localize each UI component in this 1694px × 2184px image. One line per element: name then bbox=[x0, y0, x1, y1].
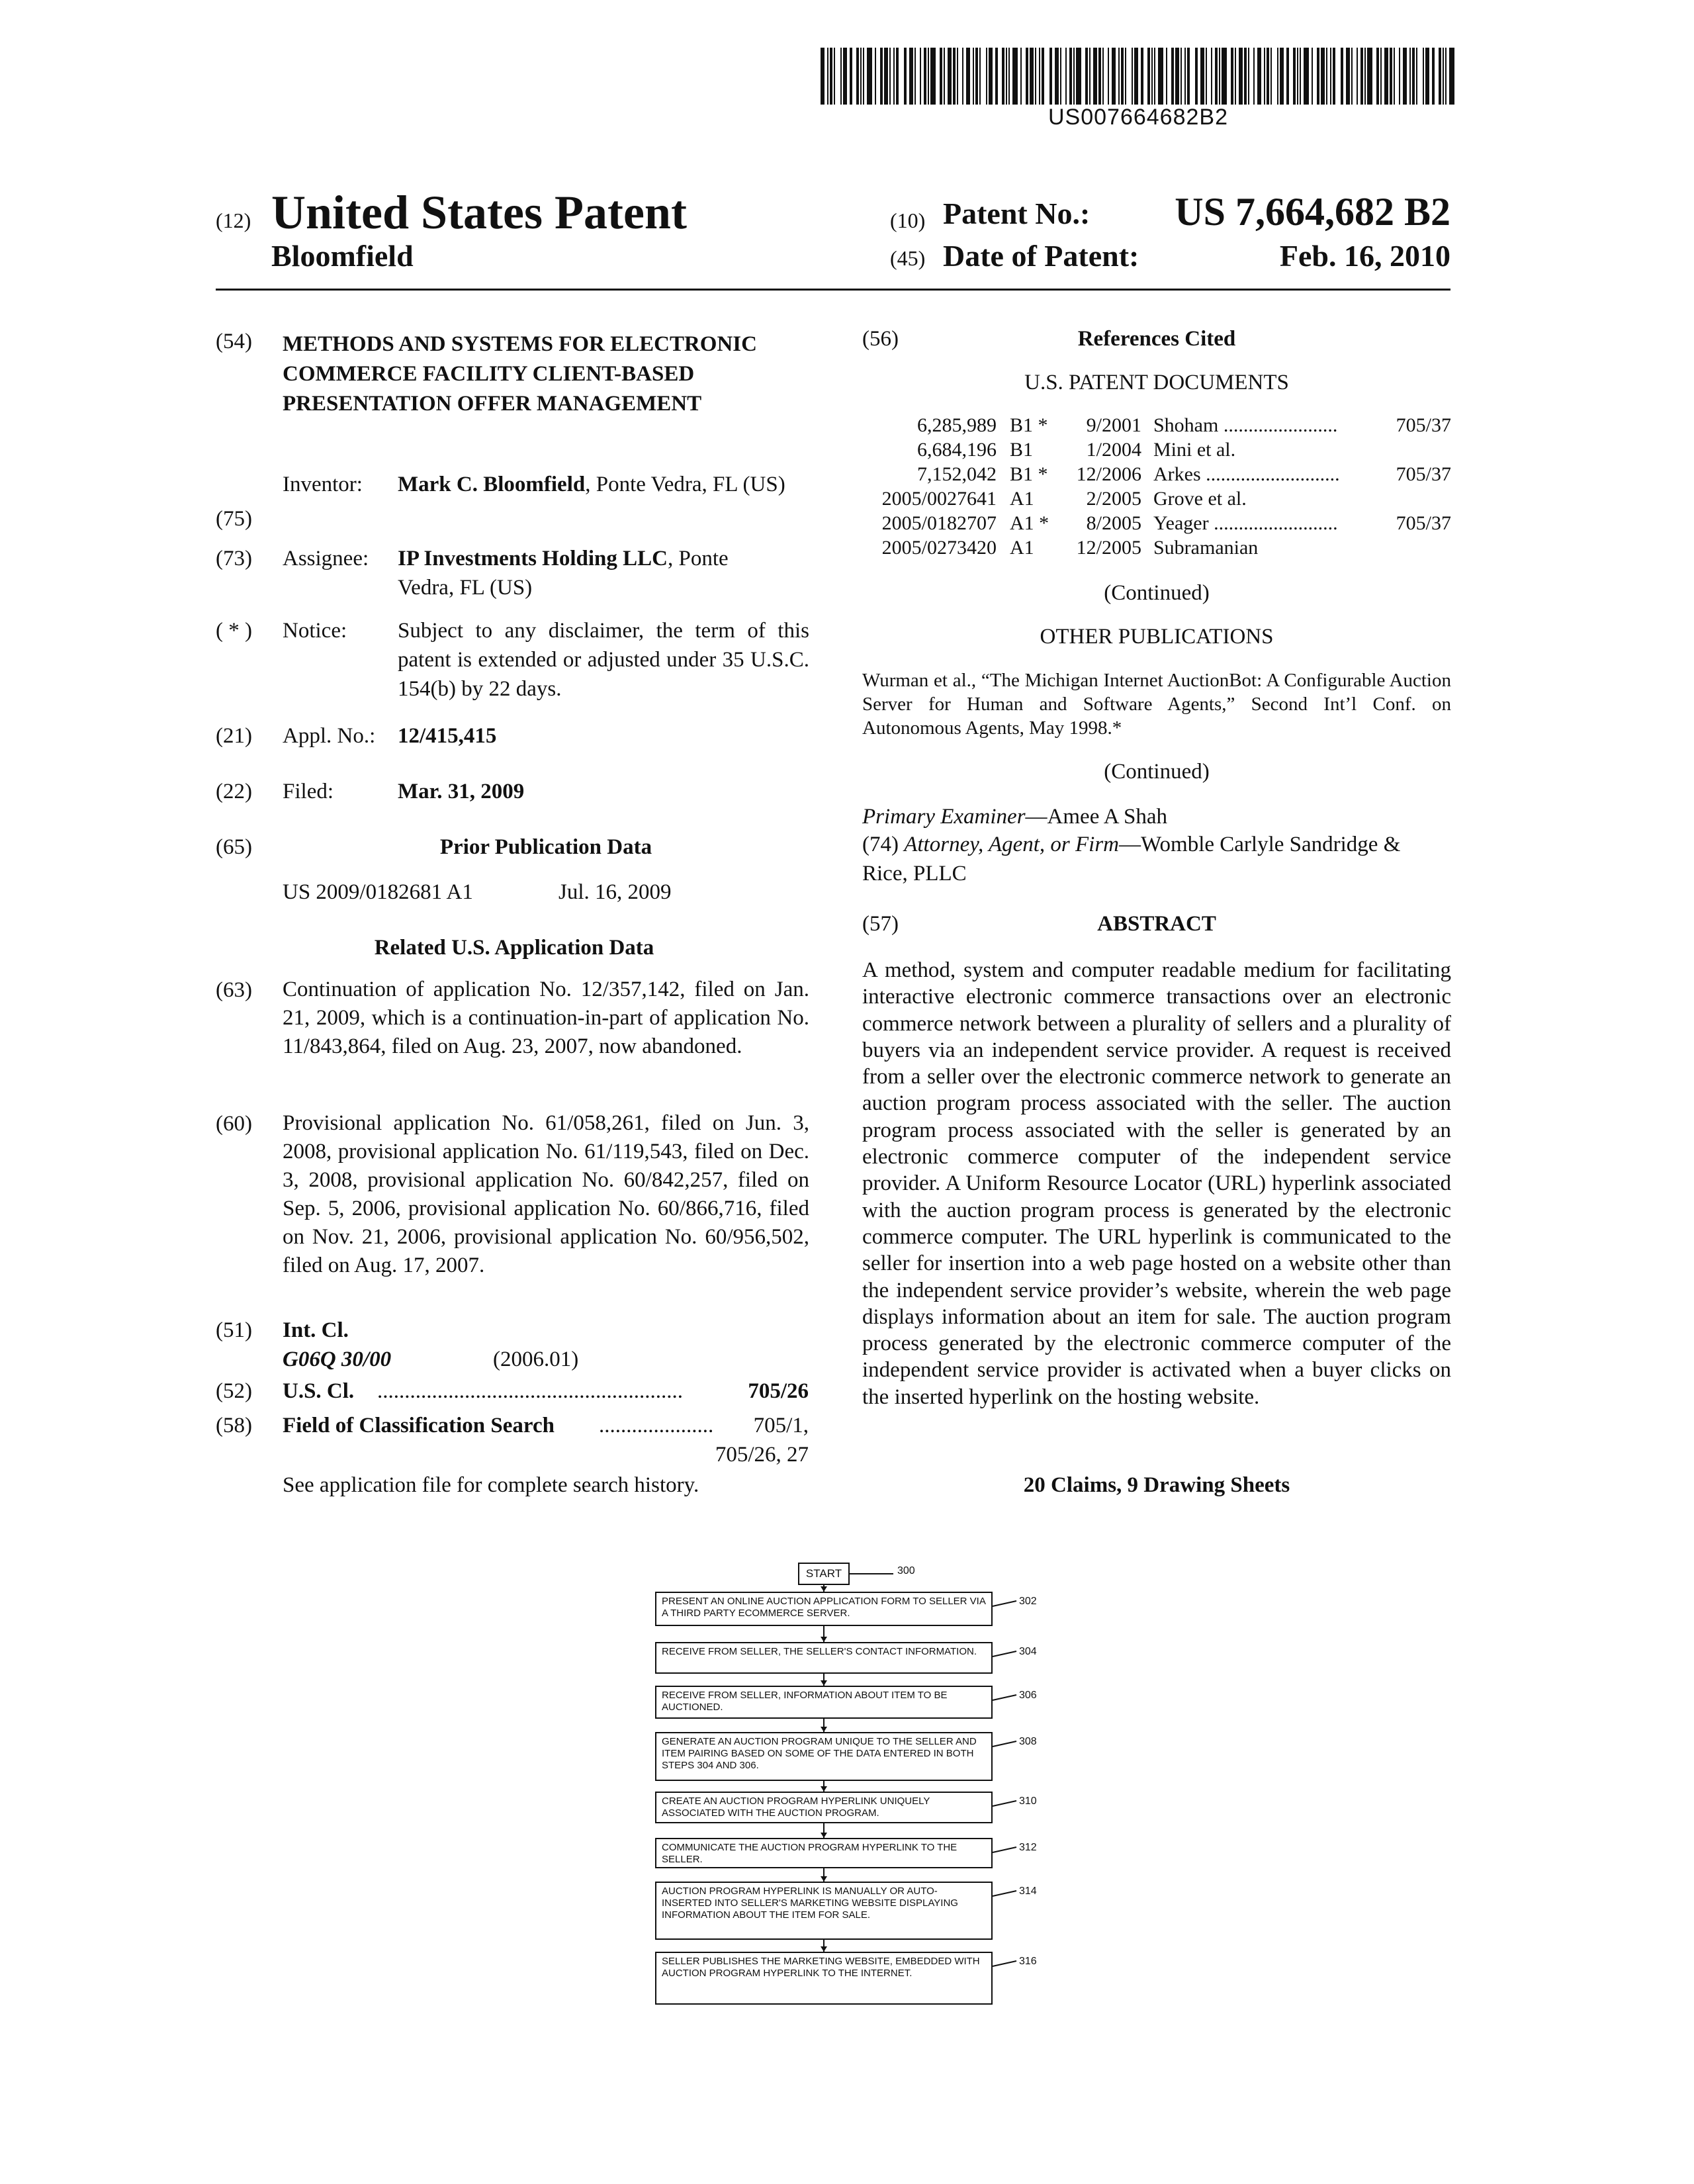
ref-number: 2005/0027641 bbox=[881, 488, 997, 510]
barcode-bar bbox=[1042, 48, 1044, 105]
barcode-bar bbox=[1121, 48, 1124, 105]
ref-name bbox=[1153, 511, 1338, 535]
flowchart-step-ref: 314 bbox=[1019, 1886, 1037, 1897]
prior-pub-date: Jul. 16, 2009 bbox=[558, 880, 672, 904]
search-history-note: See application file for complete search history. bbox=[283, 1473, 699, 1497]
us-cl-label: U.S. Cl. bbox=[283, 1379, 355, 1403]
barcode-bar bbox=[1184, 48, 1186, 105]
barcode-bar bbox=[1154, 48, 1155, 105]
references-table bbox=[862, 413, 1451, 565]
appl-code: (21) bbox=[216, 724, 252, 748]
barcode-bar bbox=[1112, 48, 1116, 105]
flowchart-ref-leader bbox=[993, 1601, 1016, 1606]
barcode-bar bbox=[867, 48, 872, 105]
barcode-bar bbox=[1020, 48, 1022, 105]
barcode-bar bbox=[1215, 48, 1218, 105]
flowchart-arrowhead bbox=[821, 1586, 827, 1592]
flowchart-arrowhead bbox=[821, 1876, 827, 1882]
barcode-bar bbox=[1181, 48, 1182, 105]
flowchart-arrowhead bbox=[821, 1680, 827, 1686]
barcode-bar bbox=[1384, 48, 1388, 105]
us-cl-leader: ........................................................ bbox=[377, 1379, 683, 1403]
attorney-code: (74) bbox=[862, 833, 899, 856]
flowchart-arrowhead bbox=[821, 1637, 827, 1642]
barcode-bar bbox=[1409, 48, 1411, 105]
barcode-bar bbox=[1231, 48, 1233, 105]
ref-leader: ....................... bbox=[1218, 414, 1338, 436]
abstract-heading: ABSTRACT bbox=[1097, 912, 1216, 936]
barcode-bar bbox=[995, 48, 998, 105]
ref-leader: ........................... bbox=[1200, 463, 1340, 485]
notice-code: ( * ) bbox=[216, 619, 252, 643]
barcode-bar bbox=[1134, 48, 1138, 105]
abstract-text: A method, system and computer readable medium for facilitating interactive electronic commerce transactions over an electronic commerce network between a plurality of sellers and a plurality of buyers via an independent service provider. A request is received from a seller over the electronic commerce network to generate an auction program process associated with the seller. The auction program process associated with the seller is generated by an electronic commerce computer of the independent service provider. A Uniform Resource Locator (URL) hyperlink associated with the auction program process is generated by the electronic commerce computer. The URL hyperlink is communicated to the seller for insertion into a web page hosted on a website other than the independent service provider’s website, wherein the web page displays information about an item for sale. The auction program process generated by the electronic commerce computer of the independent service provider is activated when a buyer clicks on the inserted hyperlink on the hosting website. bbox=[862, 958, 1451, 1409]
barcode-bar bbox=[1293, 48, 1296, 105]
ref-name bbox=[1153, 535, 1258, 560]
ref-kind: B1 * bbox=[1010, 414, 1048, 436]
barcode-bar bbox=[830, 48, 832, 105]
ref-name-text: Mini et al. bbox=[1153, 439, 1236, 461]
field-search-leader: ..................... bbox=[599, 1414, 714, 1437]
invention-title: METHODS AND SYSTEMS FOR ELECTRONIC COMMERCE FACILITY CLIENT-BASED PRESENTATION OFFER MANAGEMENT bbox=[283, 332, 757, 416]
flowchart-step: CREATE AN AUCTION PROGRAM HYPERLINK UNIQUELY ASSOCIATED WITH THE AUCTION PROGRAM. bbox=[655, 1792, 993, 1823]
references-heading: References Cited bbox=[1077, 327, 1236, 351]
flowchart bbox=[635, 1552, 1098, 2048]
us-cl-value: 705/26 bbox=[748, 1379, 809, 1403]
patent-no-label: Patent No.: bbox=[943, 197, 1091, 230]
barcode-bar bbox=[957, 48, 958, 105]
barcode-bar bbox=[1239, 48, 1243, 105]
patent-no-code: (10) bbox=[890, 208, 926, 232]
barcode-bar bbox=[1390, 48, 1392, 105]
barcode-bar bbox=[1035, 48, 1036, 105]
filed-label: Filed: bbox=[283, 780, 334, 803]
ref-number: 6,285,989 bbox=[917, 414, 997, 436]
assignee-code: (73) bbox=[216, 547, 252, 570]
ref-number: 7,152,042 bbox=[917, 463, 997, 485]
ref-date: 2/2005 bbox=[1086, 488, 1141, 510]
barcode-bar bbox=[1333, 48, 1335, 105]
claims-summary: 20 Claims, 9 Drawing Sheets bbox=[1023, 1473, 1290, 1497]
flowchart-ref-leader bbox=[993, 1695, 1016, 1700]
barcode-bar bbox=[953, 48, 956, 105]
flowchart-ref-leader bbox=[993, 1891, 1016, 1896]
barcode-bar bbox=[1432, 48, 1435, 105]
barcode-bar bbox=[989, 48, 993, 105]
barcode-bar bbox=[1443, 48, 1444, 105]
barcode-bar bbox=[966, 48, 970, 105]
int-cl-label: Int. Cl. bbox=[283, 1318, 349, 1342]
other-pubs-heading: OTHER PUBLICATIONS bbox=[1040, 625, 1274, 649]
barcode-bar bbox=[930, 48, 936, 105]
field-search-label: Field of Classification Search bbox=[283, 1414, 555, 1437]
header-doc-code: (12) bbox=[216, 208, 251, 232]
notice-text: Subject to any disclaimer, the term of this patent is extended or adjusted under 35 U.S.C. 154(b) by 22 days. bbox=[398, 619, 809, 701]
prior-pub-number: US 2009/0182681 A1 bbox=[283, 880, 473, 904]
us-docs-heading: U.S. PATENT DOCUMENTS bbox=[1024, 371, 1289, 394]
barcode-bar bbox=[850, 48, 852, 105]
barcode-bar bbox=[875, 48, 876, 105]
barcode bbox=[821, 48, 1456, 105]
ref-kind: B1 bbox=[1010, 439, 1034, 461]
barcode-bar bbox=[1069, 48, 1072, 105]
ref-name bbox=[1153, 437, 1235, 462]
barcode-bar bbox=[1166, 48, 1167, 105]
assignee-entry bbox=[398, 544, 788, 602]
header-inventor: Bloomfield bbox=[271, 239, 414, 273]
field-search-value-1: 705/1, bbox=[753, 1414, 809, 1437]
ref-number: 2005/0182707 bbox=[881, 512, 997, 534]
ref-class: 705/37 bbox=[1396, 512, 1451, 534]
provisional-text: Provisional application No. 61/058,261, filed on Jun. 3, 2008, provisional application No. 61/119,543, filed on Dec. 3, 2008, provisional application No. 60/842,257, filed on Sep. 5, 2006, provisional application No. 60/866,716, filed on Nov. 21, 2006, provisional application No. 60/956,502, filed on Aug. 17, 2007. bbox=[283, 1111, 809, 1277]
barcode-bar bbox=[1330, 48, 1331, 105]
attorney-name: —Womble Carlyle Sandridge & Rice, PLLC bbox=[862, 833, 1401, 886]
barcode-bar bbox=[909, 48, 913, 105]
ref-name-text: Grove et al. bbox=[1153, 488, 1247, 510]
date-label: Date of Patent: bbox=[943, 239, 1139, 273]
barcode-bar bbox=[1089, 48, 1091, 105]
barcode-bar bbox=[1346, 48, 1350, 105]
barcode-bar bbox=[1367, 48, 1372, 105]
filed-date: Mar. 31, 2009 bbox=[398, 780, 525, 803]
barcode-bar bbox=[1253, 48, 1255, 105]
ref-date: 12/2006 bbox=[1076, 463, 1141, 485]
barcode-bar bbox=[1171, 48, 1174, 105]
barcode-bar bbox=[973, 48, 974, 105]
barcode-bar bbox=[1412, 48, 1415, 105]
ref-name-text: Shoham bbox=[1153, 414, 1219, 436]
barcode-bar bbox=[860, 48, 862, 105]
filed-code: (22) bbox=[216, 780, 252, 803]
patent-date: Feb. 16, 2010 bbox=[1279, 239, 1450, 273]
barcode-bar bbox=[1065, 48, 1067, 105]
barcode-bar bbox=[1364, 48, 1366, 105]
assignee-location: , Ponte Vedra, FL (US) bbox=[398, 547, 729, 600]
barcode-bar bbox=[1360, 48, 1363, 105]
title-code: (54) bbox=[216, 330, 252, 353]
barcode-bar bbox=[979, 48, 981, 105]
barcode-bar bbox=[1380, 48, 1382, 105]
examiner-label: Primary Examiner bbox=[862, 805, 1026, 829]
barcode-bar bbox=[1187, 48, 1190, 105]
refs-code: (56) bbox=[862, 327, 899, 351]
flowchart-arrowhead bbox=[821, 1727, 827, 1732]
ref-class: 705/37 bbox=[1396, 414, 1451, 436]
flowchart-step: COMMUNICATE THE AUCTION PROGRAM HYPERLINK TO THE SELLER. bbox=[655, 1838, 993, 1868]
barcode-bar bbox=[986, 48, 987, 105]
barcode-bar bbox=[914, 48, 916, 105]
barcode-bar bbox=[1326, 48, 1327, 105]
barcode-bar bbox=[1222, 48, 1227, 105]
barcode-bar bbox=[1376, 48, 1379, 105]
barcode-bar bbox=[843, 48, 847, 105]
barcode-number: US007664682B2 bbox=[1048, 105, 1228, 130]
barcode-bar bbox=[1416, 48, 1417, 105]
flowchart-arrowhead bbox=[821, 1786, 827, 1792]
flowchart-step: AUCTION PROGRAM HYPERLINK IS MANUALLY OR AUTO-INSERTED INTO SELLER'S MARKETING WEBSITE DISPLAYING INFORMATION ABOUT THE ITEM FOR SALE. bbox=[655, 1882, 993, 1940]
barcode-bar bbox=[1235, 48, 1236, 105]
barcode-bar bbox=[975, 48, 978, 105]
flowchart-step-ref: 306 bbox=[1019, 1690, 1037, 1701]
barcode-bar bbox=[1076, 48, 1081, 105]
barcode-bar bbox=[1267, 48, 1269, 105]
inventor-location: , Ponte Vedra, FL (US) bbox=[585, 473, 785, 496]
barcode-bar bbox=[1118, 48, 1120, 105]
barcode-bar bbox=[896, 48, 899, 105]
ref-leader: ......................... bbox=[1208, 512, 1338, 534]
ref-date: 1/2004 bbox=[1086, 439, 1141, 461]
flowchart-ref-leader bbox=[993, 1741, 1016, 1747]
barcode-bar bbox=[1049, 48, 1052, 105]
barcode-bar bbox=[1403, 48, 1407, 105]
barcode-bar bbox=[1158, 48, 1163, 105]
examiner-line bbox=[862, 802, 1451, 831]
ref-name-text: Subramanian bbox=[1153, 537, 1259, 559]
barcode-bar bbox=[1439, 48, 1441, 105]
flowchart-arrowhead bbox=[821, 1946, 827, 1952]
flowchart-start-ref: 300 bbox=[897, 1565, 915, 1576]
inventor-name: Mark C. Bloomfield bbox=[398, 473, 586, 496]
int-cl-year: (2006.01) bbox=[493, 1347, 579, 1371]
barcode-bar bbox=[840, 48, 842, 105]
barcode-bar bbox=[962, 48, 963, 105]
patent-number: US 7,664,682 B2 bbox=[1175, 190, 1450, 234]
ref-kind: A1 bbox=[1010, 488, 1034, 510]
inventor-code: (75) bbox=[216, 507, 252, 531]
date-code: (45) bbox=[890, 246, 926, 270]
barcode-bar bbox=[1257, 48, 1261, 105]
barcode-bar bbox=[880, 48, 883, 105]
flowchart-ref-leader bbox=[993, 1847, 1016, 1852]
ref-name bbox=[1153, 486, 1247, 511]
flowchart-step-ref: 304 bbox=[1019, 1646, 1037, 1657]
flowchart-step-ref: 310 bbox=[1019, 1796, 1037, 1807]
barcode-bar bbox=[1055, 48, 1059, 105]
barcode-bar bbox=[1132, 48, 1133, 105]
ref-kind: A1 bbox=[1010, 537, 1034, 559]
ref-name bbox=[1153, 413, 1337, 437]
ref-date: 9/2001 bbox=[1086, 414, 1141, 436]
barcode-bar bbox=[920, 48, 921, 105]
barcode-bar bbox=[1277, 48, 1278, 105]
barcode-bar bbox=[1425, 48, 1429, 105]
barcode-bar bbox=[940, 48, 942, 105]
flowchart-step-ref: 308 bbox=[1019, 1736, 1037, 1747]
int-cl-class: G06Q 30/00 bbox=[283, 1347, 392, 1371]
barcode-bar bbox=[1297, 48, 1298, 105]
flowchart-step: SELLER PUBLISHES THE MARKETING WEBSITE, EMBEDDED WITH AUCTION PROGRAM HYPERLINK TO THE INTERNET. bbox=[655, 1952, 993, 2005]
flowchart-ref-leader bbox=[993, 1961, 1016, 1966]
barcode-bar bbox=[821, 48, 825, 105]
ref-date: 8/2005 bbox=[1086, 512, 1141, 534]
barcode-bar bbox=[1449, 48, 1454, 105]
inventor-entry bbox=[398, 470, 788, 499]
barcode-bar bbox=[1175, 48, 1179, 105]
ref-kind: B1 * bbox=[1010, 463, 1048, 485]
barcode-bar bbox=[1423, 48, 1424, 105]
continuation-code: (63) bbox=[216, 978, 252, 1002]
barcode-bar bbox=[856, 48, 859, 105]
barcode-bar bbox=[1002, 48, 1004, 105]
other-pubs-continued: (Continued) bbox=[1104, 760, 1210, 784]
barcode-bar bbox=[1270, 48, 1272, 105]
flowchart-start: START bbox=[798, 1563, 850, 1585]
other-publication: Wurman et al., “The Michigan Internet AuctionBot: A Configurable Auction Server for Human and Software Agents,” Second Int’l Conf. on Autonomous Agents, May 1998.* bbox=[862, 670, 1451, 739]
barcode-bar bbox=[1039, 48, 1040, 105]
barcode-bar bbox=[1006, 48, 1007, 105]
barcode-bar bbox=[1300, 48, 1301, 105]
barcode-bar bbox=[1317, 48, 1319, 105]
flowchart-step-ref: 312 bbox=[1019, 1842, 1037, 1853]
provisional-code: (60) bbox=[216, 1112, 252, 1136]
barcode-bar bbox=[904, 48, 907, 105]
us-cl-code: (52) bbox=[216, 1379, 252, 1403]
ref-name bbox=[1153, 462, 1340, 486]
barcode-bar bbox=[1264, 48, 1265, 105]
barcode-bar bbox=[1394, 48, 1395, 105]
examiner-name: —Amee A Shah bbox=[1025, 805, 1168, 829]
barcode-bar bbox=[1304, 48, 1309, 105]
ref-name-text: Yeager bbox=[1153, 512, 1209, 534]
barcode-bar bbox=[1280, 48, 1284, 105]
barcode-bar bbox=[1195, 48, 1198, 105]
header-divider bbox=[216, 289, 1450, 291]
barcode-bar bbox=[889, 48, 891, 105]
notice-label: Notice: bbox=[283, 619, 347, 643]
int-cl-code: (51) bbox=[216, 1318, 252, 1342]
barcode-bar bbox=[1206, 48, 1207, 105]
barcode-bar bbox=[1312, 48, 1313, 105]
barcode-bar bbox=[834, 48, 835, 105]
barcode-bar bbox=[1085, 48, 1088, 105]
barcode-bar bbox=[944, 48, 945, 105]
barcode-bar bbox=[948, 48, 952, 105]
ref-class: 705/37 bbox=[1396, 463, 1451, 485]
field-search-value-2: 705/26, 27 bbox=[715, 1443, 809, 1467]
refs-continued: (Continued) bbox=[1104, 581, 1210, 605]
barcode-bar bbox=[884, 48, 888, 105]
flowchart-step: GENERATE AN AUCTION PROGRAM UNIQUE TO THE SELLER AND ITEM PAIRING BASED ON SOME OF THE DATA ENTERED IN BOTH STEPS 304 AND 306. bbox=[655, 1732, 993, 1781]
inventor-label-text: Inventor: bbox=[283, 473, 363, 496]
flowchart-arrowhead bbox=[821, 1833, 827, 1838]
barcode-bar bbox=[1098, 48, 1101, 105]
barcode-bar bbox=[1093, 48, 1097, 105]
ref-number: 2005/0273420 bbox=[881, 537, 997, 559]
barcode-bar bbox=[1219, 48, 1220, 105]
related-heading: Related U.S. Application Data bbox=[374, 936, 654, 960]
barcode-bar bbox=[1008, 48, 1010, 105]
barcode-bar bbox=[928, 48, 929, 105]
attorney-line bbox=[862, 830, 1451, 888]
flowchart-step-ref: 302 bbox=[1019, 1596, 1037, 1607]
barcode-bar bbox=[1211, 48, 1212, 105]
ref-date: 12/2005 bbox=[1076, 537, 1141, 559]
barcode-bar bbox=[1147, 48, 1150, 105]
barcode-bar bbox=[1102, 48, 1104, 105]
barcode-bar bbox=[1321, 48, 1325, 105]
barcode-bar bbox=[1026, 48, 1028, 105]
appl-number: 12/415,415 bbox=[398, 724, 497, 748]
flowchart-step: RECEIVE FROM SELLER, INFORMATION ABOUT ITEM TO BE AUCTIONED. bbox=[655, 1686, 993, 1719]
barcode-bar bbox=[1248, 48, 1249, 105]
barcode-bar bbox=[924, 48, 926, 105]
barcode-bar bbox=[863, 48, 864, 105]
barcode-bar bbox=[1060, 48, 1061, 105]
barcode-bar bbox=[1341, 48, 1343, 105]
barcode-bar bbox=[1151, 48, 1153, 105]
barcode-bar bbox=[1108, 48, 1109, 105]
prior-pub-heading: Prior Publication Data bbox=[439, 835, 652, 859]
ref-number: 6,684,196 bbox=[917, 439, 997, 461]
field-search-code: (58) bbox=[216, 1414, 252, 1437]
barcode-bar bbox=[1357, 48, 1358, 105]
patent-heading: United States Patent bbox=[271, 186, 687, 239]
barcode-bar bbox=[1445, 48, 1447, 105]
abstract-code: (57) bbox=[862, 912, 899, 936]
assignee-label: Assignee: bbox=[283, 547, 369, 570]
flowchart-ref-leader bbox=[993, 1801, 1016, 1806]
appl-label: Appl. No.: bbox=[283, 724, 376, 748]
assignee-name: IP Investments Holding LLC bbox=[398, 547, 668, 570]
barcode-bar bbox=[1125, 48, 1126, 105]
barcode-bar bbox=[1244, 48, 1247, 105]
flowchart-step: PRESENT AN ONLINE AUCTION APPLICATION FORM TO SELLER VIA A THIRD PARTY ECOMMERCE SERVER. bbox=[655, 1592, 993, 1626]
prior-pub-code: (65) bbox=[216, 835, 252, 859]
barcode-bar bbox=[1073, 48, 1075, 105]
ref-name-text: Arkes bbox=[1153, 463, 1201, 485]
attorney-label: Attorney, Agent, or Firm bbox=[904, 833, 1120, 856]
barcode-bar bbox=[1030, 48, 1034, 105]
barcode-bar bbox=[893, 48, 895, 105]
flowchart-step-ref: 316 bbox=[1019, 1956, 1037, 1967]
barcode-bar bbox=[1200, 48, 1204, 105]
barcode-bar bbox=[1012, 48, 1018, 105]
flowchart-step: RECEIVE FROM SELLER, THE SELLER'S CONTACT INFORMATION. bbox=[655, 1642, 993, 1674]
barcode-bar bbox=[1399, 48, 1400, 105]
barcode-bar bbox=[1141, 48, 1143, 105]
flowchart-ref-leader bbox=[993, 1651, 1016, 1657]
barcode-bar bbox=[827, 48, 828, 105]
barcode-bar bbox=[1351, 48, 1353, 105]
continuation-text: Continuation of application No. 12/357,142, filed on Jan. 21, 2009, which is a continuation-in-part of application No. 11/843,864, filed on Aug. 23, 2007, now abandoned. bbox=[283, 978, 809, 1058]
ref-kind: A1 * bbox=[1010, 512, 1049, 534]
barcode-bar bbox=[1286, 48, 1289, 105]
